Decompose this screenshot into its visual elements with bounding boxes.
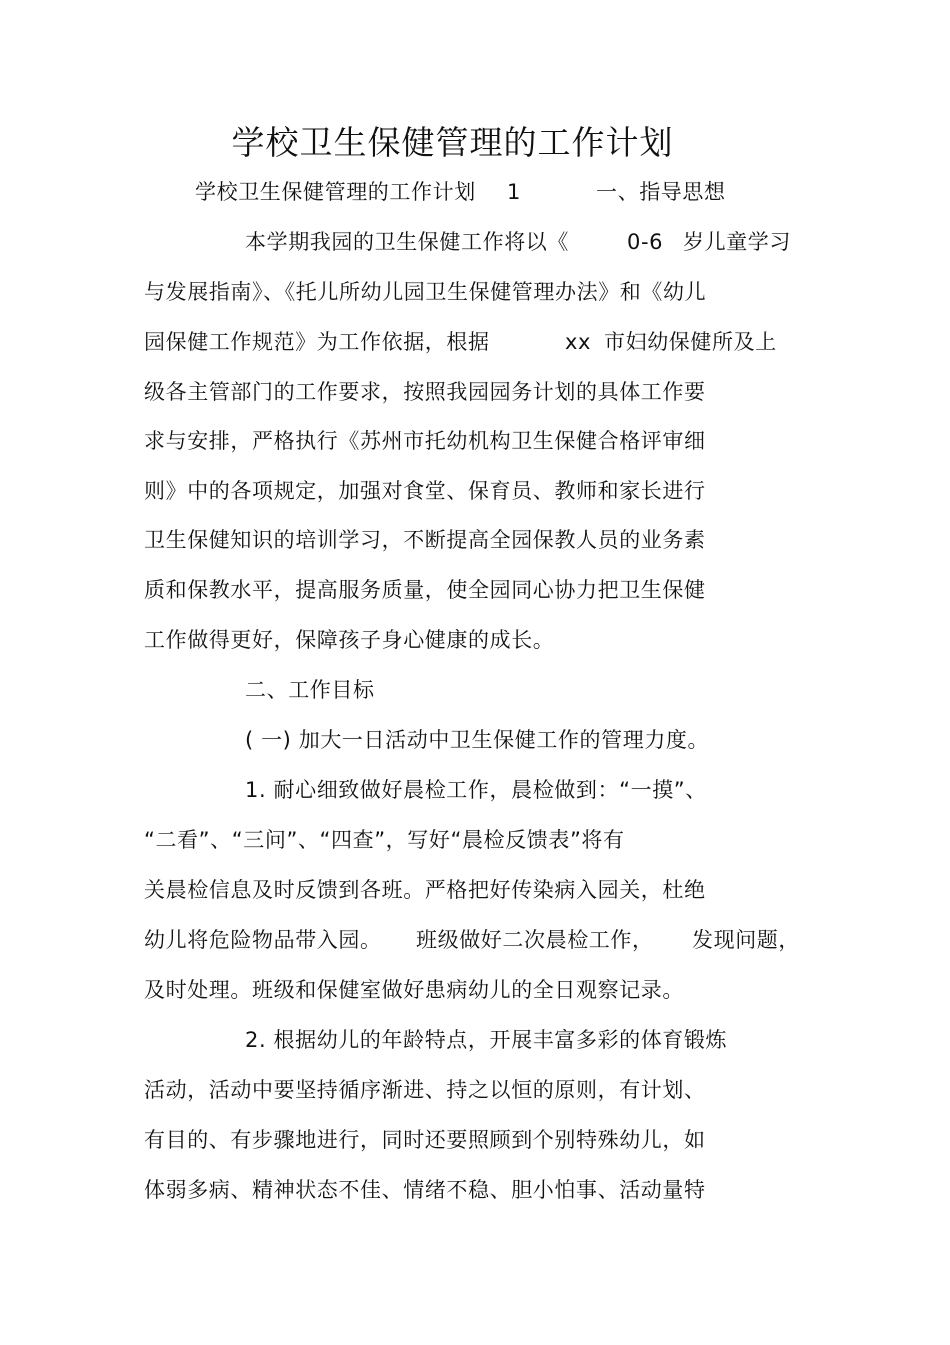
subsection-heading-1: ( 一) 加大一日活动中卫生保健工作的管理力度。 xyxy=(245,728,710,752)
para1-line-9: 工作做得更好，保障孩子身心健康的成长。 xyxy=(144,628,555,652)
para1-line-6: 则》中的各项规定，加强对食堂、保育员、教师和家长进行 xyxy=(144,479,706,503)
item2-line-3: 有目的、有步骤地进行，同时还要照顾到个别特殊幼儿，如 xyxy=(144,1128,706,1152)
item1-line-2: “二看”、“三问”、“四查”，写好“晨检反馈表”将有 xyxy=(144,828,625,852)
para1-line-5: 求与安排，严格执行《苏州市托幼机构卫生保健合格评审细 xyxy=(144,429,706,453)
para1-line-7: 卫生保健知识的培训学习，不断提高全园保教人员的业务素 xyxy=(144,528,706,552)
text-segment: 本学期我园的卫生保健工作将以《 xyxy=(245,230,569,254)
item2-line-1: 2. 根据幼儿的年龄特点，开展丰富多彩的体育锻炼 xyxy=(245,1028,728,1052)
document-title: 学校卫生保健管理的工作计划 xyxy=(231,123,674,162)
text-segment: 0-6 xyxy=(627,230,664,254)
section-heading-work-goals: 二、工作目标 xyxy=(245,678,375,702)
item1-line-1: 1. 耐心细致做好晨检工作，晨检做到：“一摸”、 xyxy=(245,778,707,802)
subtitle-number: 1 xyxy=(507,180,521,204)
text-segment: 班级做好二次晨检工作， xyxy=(416,928,654,952)
text-segment: xx xyxy=(565,330,592,354)
para1-line-4: 级各主管部门的工作要求，按照我园园务计划的具体工作要 xyxy=(144,380,706,404)
text-segment: 园保健工作规范》为工作依据，根据 xyxy=(144,330,490,354)
section-heading-guiding-ideology: 一、指导思想 xyxy=(596,180,726,204)
para1-line-8: 质和保教水平，提高服务质量，使全园同心协力把卫生保健 xyxy=(144,578,706,602)
item2-line-2: 活动，活动中要坚持循序渐进、持之以恒的原则，有计划、 xyxy=(144,1078,706,1102)
item1-line-3: 关晨检信息及时反馈到各班。严格把好传染病入园关，杜绝 xyxy=(144,878,706,902)
text-segment: 发现问题， xyxy=(692,928,800,952)
text-segment: 岁儿童学习 xyxy=(683,230,791,254)
text-segment: 市妇幼保健所及上 xyxy=(604,330,777,354)
subtitle-text: 学校卫生保健管理的工作计划 xyxy=(195,180,476,204)
para1-line-2: 与发展指南》、《托儿所幼儿园卫生保健管理办法》和《幼儿 xyxy=(144,280,707,304)
item2-line-4: 体弱多病、精神状态不佳、情绪不稳、胆小怕事、活动量特 xyxy=(144,1178,706,1202)
text-segment: 幼儿将危险物品带入园。 xyxy=(144,928,382,952)
item1-line-5: 及时处理。班级和保健室做好患病幼儿的全日观察记录。 xyxy=(144,978,684,1002)
